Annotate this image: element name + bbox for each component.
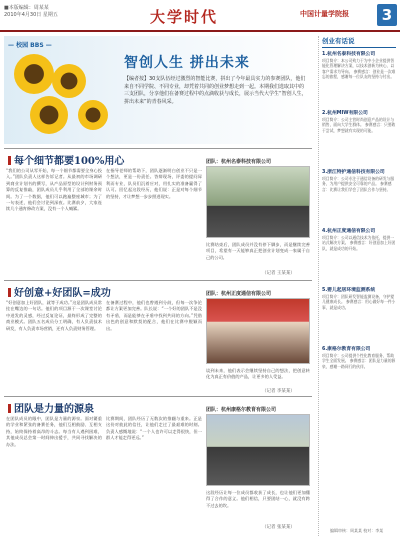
editor-line: ■本版编辑：周某某: [4, 5, 49, 11]
feature-banner: [4, 36, 312, 144]
section-title: 大学时代: [150, 8, 219, 26]
team-label: 团队：杭州名泰科技有限公司: [206, 159, 272, 165]
entry-body: 项目简介：公司主营时尚创意产品的设计与销售，面向大学生群体。 参赛感言：只要敢于尝试，梦想就有实现的可能。: [322, 117, 396, 133]
entry-body: 项目简介：公司提供个性化教育服务，帮助学生全面发展。 参赛感言：团队是力量的源泉，感谢一路同行的伙伴。: [322, 353, 396, 369]
divider: [4, 280, 312, 281]
sidebar-footer: 编辑审核：周某某 校对：李某: [330, 528, 384, 533]
article-column: 在指导老师的帮助下，团队逐渐明白创业不只是一个想法，更是一份责任。答辩现场，评委的提问犀利而专业，队员们沉着应对，用扎实的准备赢得了认可。回忆起这段经历，他们说：正是对每个细节的坚持，才让梦想一步步照进现实。: [106, 168, 202, 199]
sunflower-image: [78, 100, 108, 130]
article-title: 每个细节都要100%用心: [8, 152, 124, 167]
article-column: “好创意加上好团队，就等于成功。”这是团队成员常挂在嘴边的一句话。他们的项目源于一次课堂讨论中迸发的灵感，经过反复论证，最终形成了完整的商业模式。团队五名成员分工明确，有人负责技术研发，有人负责市场营销，还有人负责财务管理。: [6, 300, 102, 331]
article-column: 比赛期间，团队经历了无数次的推翻与重来。正是这份对彼此的信任，让他们走过了最艰难的时刻。负责人感慨地说：“一个人也许可以走得很快，但一群人才能走得更远。”: [106, 416, 202, 441]
article-title: 团队是力量的源泉: [8, 400, 94, 415]
sunflower-image: [30, 96, 68, 134]
team-label: 团队：杭州康格尔教育有限公司: [206, 407, 277, 413]
entry-title: 4.杭州正度通信有限公司: [322, 229, 376, 234]
team-photo: [206, 414, 310, 486]
sidebar-heading: 创业有话说: [322, 36, 396, 48]
sidebar-entry: [322, 51, 396, 106]
article-title: 好创意+好团队=成功: [8, 284, 111, 299]
banner-title: 智创人生 拼出未来: [124, 55, 250, 71]
team-photo: [206, 166, 310, 238]
article-column: 比赛结束后，团队成员并没有停下脚步，而是继续完善项目，希望有一天能够真正把创业计划变成一家属于自己的公司。: [206, 242, 310, 260]
article-column: 这段经历让每一位成员都收获了成长，也让他们更加懂得了合作的意义。他们相信，只要团结一心，就没有跨不过去的坎。: [206, 490, 310, 508]
byline: （记者 王某某）: [262, 271, 295, 276]
article-column: 在团队成员的眼中，团队是力量的源泉。面对繁重的学业和紧张的备赛任务，他们互相鼓励、互相支持，始终保持着高昂的斗志。每当有人遇到困难，其他成员总会第一时间伸出援手，共同寻找解决的办法。: [6, 416, 102, 447]
team-label: 团队：杭州正度通信有限公司: [206, 291, 272, 297]
sidebar-entry: [322, 346, 396, 401]
article-column: 在备赛过程中，他们也曾遇到分歧，但每一次争论都让方案更加完善。队长说：“一个好的团队不是没有矛盾，而是能够在矛盾中找到共同的方向。”凭借出色的创意和默契的配合，他们在比赛中脱颖而出。: [106, 300, 202, 331]
entry-title: 5.婴儿起居环境监测系统: [322, 288, 376, 293]
editor-note: 【编者按】30支队伍经过激烈的智能比赛，拼出了今年最具实力的参赛团队，他们来自不同学院、不同专业，却凭着共同的创业梦想走到一起。本期我们选取其中的三支团队，分享他们在备赛过程中的点滴收获与成长，展示当代大学生“智创人生，拼出未来”的青春风采。: [124, 76, 307, 105]
header-meta: [4, 5, 58, 19]
sidebar-entry: [322, 228, 396, 283]
entry-title: 6.康格尔教育有限公司: [322, 347, 371, 352]
banner-tag: — 校园 BBS —: [8, 42, 52, 49]
divider: [4, 396, 312, 397]
sidebar-entry: [322, 110, 396, 165]
team-photo: [206, 298, 310, 364]
page-number: 3: [377, 4, 397, 26]
entry-body: 项目简介：本公司致力于为中小企业提供智能化管理解决方案，以技术创新为核心，以客户需求为导向。 参赛感言：创业是一次难忘的旅程，感谢每一位队友的坚持与付出。: [322, 58, 396, 80]
entry-title: 3.浙江特护通信科技有限公司: [322, 170, 385, 175]
article-column: 谈到未来，他们表示会继续坚持自己的想法，把创意转化为真正有价值的产品，让更多的人受益。: [206, 368, 310, 380]
sidebar: [318, 36, 396, 536]
byline: （记者 张某某）: [262, 525, 295, 530]
newspaper-brand: 中国计量学院报: [300, 9, 349, 18]
divider: [4, 148, 312, 149]
entry-body: 项目简介：公司以通信技术为依托，提供一站式解决方案。 参赛感言：好创意加上好团队，就是成功的开始。: [322, 235, 396, 251]
entry-title: 1.杭州名泰科技有限公司: [322, 52, 376, 57]
sidebar-entry: [322, 287, 396, 342]
page-header: [0, 0, 400, 32]
sunflower-image: [14, 54, 54, 94]
byline: （记者 李某某）: [262, 389, 295, 394]
entry-title: 2.杭州MIW有限公司: [322, 111, 368, 116]
sunflower-image: [52, 64, 86, 98]
entry-body: 项目简介：团队研发智能监测设备，守护婴儿健康成长。 参赛感言：用心做好每一件小事，就是成功。: [322, 294, 396, 310]
date-line: 2010年4月30日 星期五: [4, 12, 58, 18]
entry-body: 项目简介：公司专注于通信设备的研发与服务，为用户提供安全可靠的产品。 参赛感言：比赛让我们学会了团队合作与坚持。: [322, 176, 395, 192]
sidebar-entry: [322, 169, 396, 224]
article-column: “我们的公司从零开始，每一个细节都需要全身心投入。”团队负责人这样告诉记者。从最初的市场调研到商业计划书的撰写，从产品原型的设计到财务预算的反复推敲，团队成员几乎利用了全部的课余时间。为了一个数据，他们可以跑遍整座城市；为了一句表述，他们会讨论到深夜。比赛前夕，大家连续几个通宵修改方案，没有一个人喊累。: [6, 168, 102, 212]
